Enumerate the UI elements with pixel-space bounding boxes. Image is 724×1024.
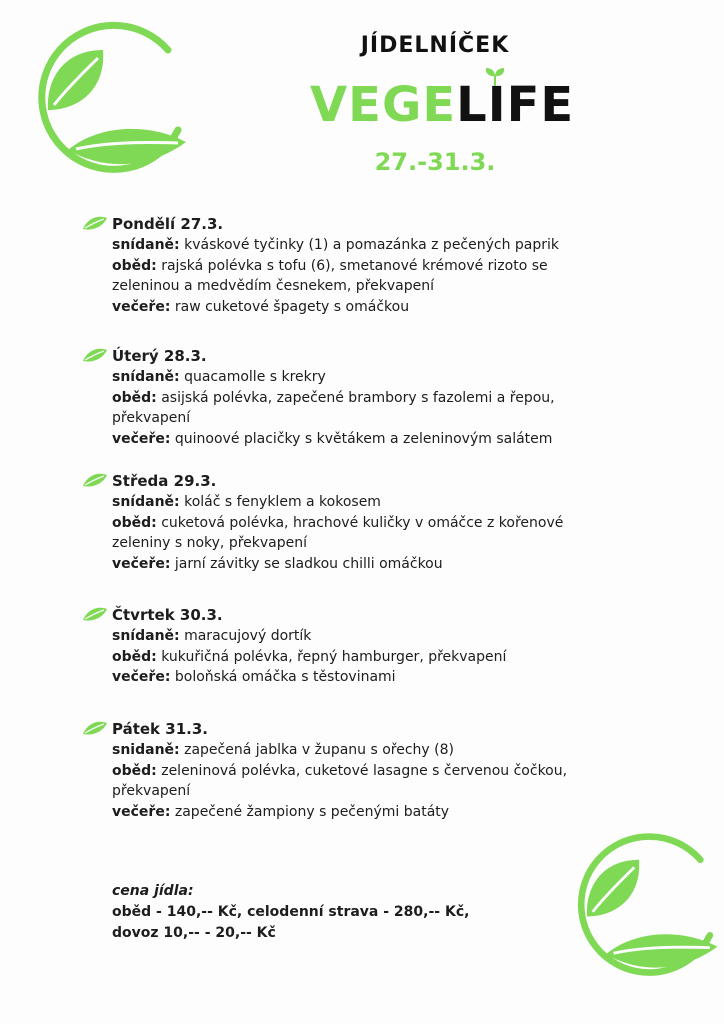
meal-label: oběd:: [112, 257, 157, 274]
meal-label: oběd:: [112, 648, 157, 665]
meal-lunch: [112, 256, 602, 297]
meal-breakfast: [112, 492, 602, 513]
meal-label: večeře:: [112, 669, 171, 685]
meal-text: zapečená jablka v županu s ořechy (8): [184, 742, 454, 758]
meal-text: zapečené žampiony s pečenými batáty: [174, 803, 450, 820]
price-info: [112, 881, 469, 944]
meal-text: asijská polévka, zapečené brambory s fazolemi a řepou, překvapení: [112, 389, 555, 426]
meal-label: snídaně:: [112, 494, 180, 510]
meal-text: cuketová polévka, hrachové kuličky v omáčce z kořenové zeleniny s noky, překvapení: [112, 514, 564, 551]
meal-list: [112, 235, 602, 317]
meal-text: rajská polévka s tofu (6), smetanové krémové rizoto se zeleninou a medvědím česnekem, překvapení: [112, 257, 548, 294]
meal-label: večeře:: [112, 803, 171, 820]
leaf-circle-logo-top: [18, 10, 188, 190]
meal-text: maracujový dortík: [184, 628, 312, 644]
meal-list: [112, 492, 602, 574]
meal-lunch: [112, 761, 602, 802]
meal-label: oběd:: [112, 762, 157, 779]
meal-lunch: [112, 388, 602, 429]
meal-text: raw cuketové špagety s omáčkou: [174, 298, 410, 315]
meal-lunch: [112, 513, 602, 554]
meal-lunch: [112, 647, 602, 668]
meal-dinner: [112, 297, 602, 318]
sprout-icon: [484, 66, 506, 86]
leaf-icon: [82, 347, 108, 363]
meal-text: kukuřičná polévka, řepný hamburger, překvapení: [161, 648, 507, 665]
meal-text: zeleninová polévka, cuketové lasagne s červenou čočkou, překvapení: [112, 762, 568, 799]
meal-dinner: [112, 667, 602, 688]
meal-text: quinoové placičky s květákem a zeleninovým salátem: [174, 430, 553, 447]
meal-text: kváskové tyčinky (1) a pomazánka z pečených paprik: [184, 237, 560, 253]
day-title: Čtvrtek 30.3.: [112, 606, 223, 624]
meal-dinner: [112, 554, 602, 575]
meal-label: večeře:: [112, 298, 171, 315]
brand-part-vege: VEGE: [310, 77, 457, 133]
meal-label: snídaně:: [112, 628, 180, 644]
day-title: Středa 29.3.: [112, 472, 217, 490]
meal-breakfast: [112, 235, 602, 256]
meal-label: snídaně:: [112, 237, 180, 253]
meal-list: [112, 626, 602, 688]
meal-label: snídaně:: [112, 369, 180, 385]
meal-text: koláč s fenyklem a kokosem: [184, 494, 381, 510]
meal-label: oběd:: [112, 389, 157, 406]
date-range: 27.-31.3.: [374, 148, 496, 176]
day-title: Pondělí 27.3.: [112, 215, 224, 233]
price-line: oběd - 140,-- Kč, celodenní strava - 280,-- Kč,: [112, 904, 470, 920]
meal-list: [112, 367, 602, 449]
meal-label: oběd:: [112, 514, 157, 531]
day-title: Pátek 31.3.: [112, 720, 208, 738]
page-title: JÍDELNÍČEK: [360, 33, 510, 58]
meal-dinner: [112, 429, 602, 450]
meal-breakfast: [112, 367, 602, 388]
leaf-icon: [82, 472, 108, 488]
meal-label: večeře:: [112, 555, 171, 572]
meal-text: quacamolle s krekry: [184, 369, 326, 385]
meal-list: [112, 740, 602, 822]
meal-dinner: [112, 802, 602, 823]
leaf-circle-logo-bottom: [558, 822, 720, 992]
meal-text: boloňská omáčka s těstovinami: [174, 669, 396, 685]
price-line: dovoz 10,-- - 20,-- Kč: [112, 925, 276, 941]
leaf-icon: [82, 606, 108, 622]
day-title: Úterý 28.3.: [112, 347, 207, 365]
meal-breakfast: [112, 740, 602, 761]
price-title: cena jídla:: [112, 883, 194, 899]
brand-part-life: LIFE: [456, 77, 575, 133]
meal-label: snidaně:: [112, 742, 180, 758]
meal-breakfast: [112, 626, 602, 647]
meal-label: večeře:: [112, 430, 171, 447]
meal-text: jarní závitky se sladkou chilli omáčkou: [174, 555, 443, 572]
brand-logo: [310, 77, 575, 133]
leaf-icon: [82, 720, 108, 736]
leaf-icon: [82, 215, 108, 231]
